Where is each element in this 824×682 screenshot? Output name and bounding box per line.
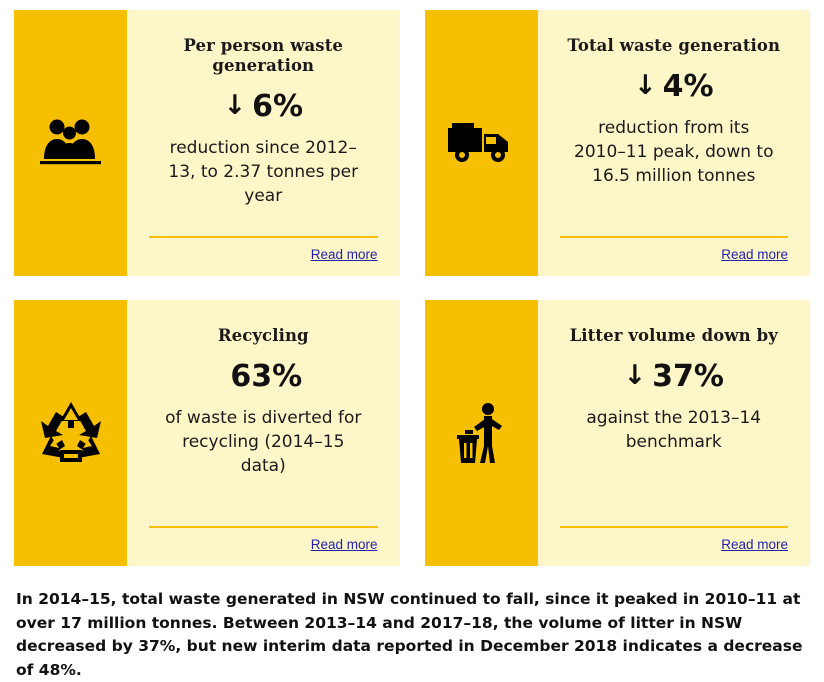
card-footer [149, 516, 378, 554]
card-stat [560, 68, 789, 104]
stat-card-litter-volume [425, 300, 811, 566]
stat-card-recycling [14, 300, 400, 566]
card-body [538, 300, 811, 566]
litter-bin-icon [452, 401, 510, 465]
card-description: reduction since 2012–13, to 2.37 tonnes per year [168, 137, 359, 206]
card-stat [149, 88, 378, 124]
read-more-row [560, 536, 789, 554]
card-footer [560, 516, 789, 554]
read-more-link[interactable]: Read more [310, 247, 378, 262]
card-stat-value: 37% [652, 358, 724, 394]
summary-footnote: In 2014–15, total waste generated in NSW continued to fall, since it peaked in 2010–11 at over 17 million tonnes. Between 2013–14 and 2017–18, the volume of litter in NSW decreased by 37%, but new interim data reported in December 2018 indicates a decrease of 48%. [16, 590, 803, 679]
card-body [538, 10, 811, 276]
read-more-row [149, 536, 378, 554]
card-description: of waste is diverted for recycling (2014–15 data) [165, 407, 362, 477]
card-icon-panel [425, 300, 538, 566]
read-more-link[interactable]: Read more [721, 537, 788, 552]
read-more-row [560, 246, 789, 264]
card-description: reduction from its 2010–11 peak, down to 16.5 million tonnes [574, 117, 774, 187]
divider [149, 526, 378, 528]
card-description: against the 2013–14 benchmark [586, 407, 762, 452]
stat-card-per-person-waste [14, 10, 400, 276]
divider [560, 526, 789, 528]
read-more-link[interactable]: Read more [310, 537, 378, 552]
card-stat-value: 6% [252, 88, 304, 124]
people-icon [38, 117, 104, 169]
divider [560, 236, 789, 238]
stat-card-grid [14, 10, 810, 566]
card-stat [560, 358, 789, 394]
card-title: Recycling [217, 326, 309, 345]
card-body [127, 300, 400, 566]
card-stat [149, 358, 378, 394]
arrow-down-icon: ↓ [633, 70, 657, 102]
card-title: Per person waste generation [183, 36, 344, 75]
card-title: Litter volume down by [569, 326, 778, 345]
card-stat-value: 4% [662, 68, 714, 104]
divider [149, 236, 378, 238]
card-icon-panel [14, 300, 127, 566]
arrow-down-icon: ↓ [623, 360, 647, 392]
card-footer [149, 226, 378, 264]
stat-card-total-waste [425, 10, 811, 276]
recycling-icon [34, 398, 108, 468]
card-footer [560, 226, 789, 264]
read-more-link[interactable]: Read more [721, 247, 788, 262]
card-icon-panel [425, 10, 538, 276]
card-body [127, 10, 400, 276]
arrow-down-icon: ↓ [223, 90, 247, 122]
card-title: Total waste generation [567, 36, 781, 55]
garbage-truck-icon [446, 120, 516, 166]
card-stat-value: 63% [230, 358, 303, 394]
card-icon-panel [14, 10, 127, 276]
read-more-row [149, 246, 378, 264]
